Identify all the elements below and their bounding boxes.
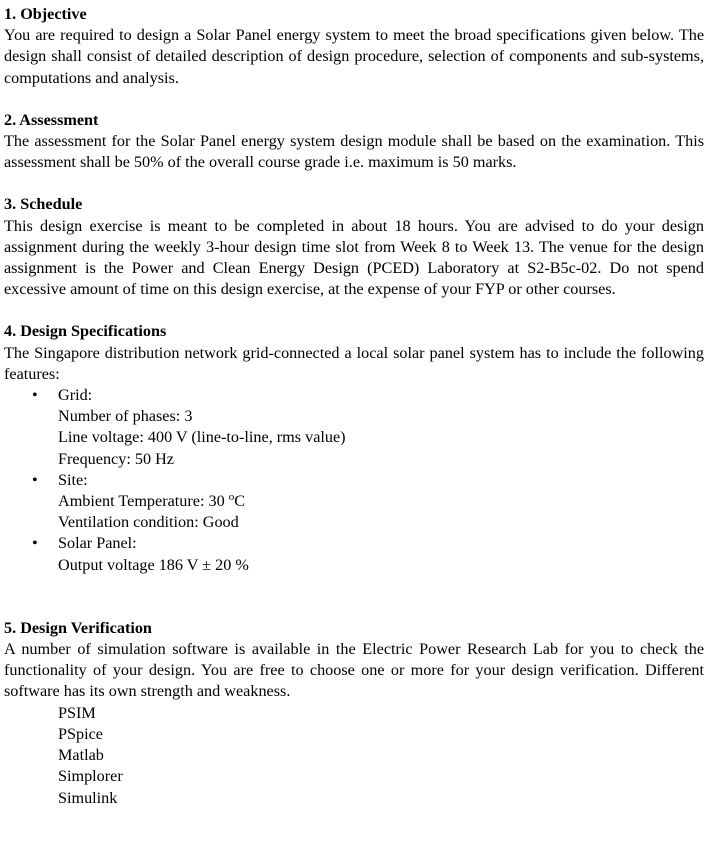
specs-list [4,385,704,576]
panel-voltage: Output voltage 186 V ± 20 % [58,555,249,574]
list-item: Matlab [58,746,104,765]
spacer [4,576,704,618]
grid-voltage: Line voltage: 400 V (line-to-line, rms value) [58,428,346,447]
list-item-solar-panel [4,533,704,575]
section-design-specifications [4,321,704,575]
site-temperature-text: Ambient Temperature: 30 [58,492,229,511]
list-item-grid [4,385,704,470]
assessment-heading: 2. Assessment [4,110,99,129]
site-label: Site: [58,470,88,489]
section-assessment [4,110,704,174]
bullet-icon: • [32,534,38,553]
section-objective [4,4,704,89]
specs-text: The Singapore distribution network grid-connected a local solar panel system has to include the following features: [4,343,704,383]
panel-label: Solar Panel: [58,534,137,553]
degree-symbol: o [228,491,235,504]
verification-text: A number of simulation software is available in the Electric Power Research Lab for you to check the functionality of your design. You are free to choose one or more for your design verification. Different software has its own strength and weakness. [4,640,704,701]
list-item-site [4,470,704,534]
bullet-icon: • [32,470,38,489]
objective-text: You are required to design a Solar Panel energy system to meet the broad specifications given below. The design shall consist of detailed description of design procedure, selection of components and sub-systems, computations and analysis. [4,26,704,87]
objective-heading: 1. Objective [4,5,87,23]
software-list [4,703,704,809]
spacer [4,173,704,194]
site-ventilation: Ventilation condition: Good [58,513,239,532]
list-item: Simplorer [58,767,123,786]
temperature-unit: C [234,492,246,511]
schedule-text: This design exercise is meant to be completed in about 18 hours. You are advised to do your design assignment during the weekly 3-hour design time slot from Week 8 to Week 13. The venue for the design assignment is the Power and Clean Energy Design (PCED) Laboratory at S2-B5c-02. Do not spend excessive amount of time on this design exercise, at the expense of your FYP or other courses. [4,216,704,299]
grid-label: Grid: [58,386,93,405]
spacer [4,300,704,321]
site-temperature [58,491,704,512]
list-item: Simulink [58,788,118,807]
specs-heading: 4. Design Specifications [4,322,167,341]
grid-frequency: Frequency: 50 Hz [58,449,174,468]
bullet-icon: • [32,386,38,405]
list-item: PSpice [58,724,103,743]
schedule-heading: 3. Schedule [4,195,83,214]
verification-heading: 5. Design Verification [4,618,152,637]
section-schedule [4,194,704,300]
section-design-verification [4,618,704,809]
assessment-text: The assessment for the Solar Panel energy system design module shall be based on the examination. This assessment shall be 50% of the overall course grade i.e. maximum is 50 marks. [4,132,704,172]
grid-phases: Number of phases: 3 [58,407,193,426]
list-item: PSIM [58,703,96,722]
spacer [4,89,704,110]
